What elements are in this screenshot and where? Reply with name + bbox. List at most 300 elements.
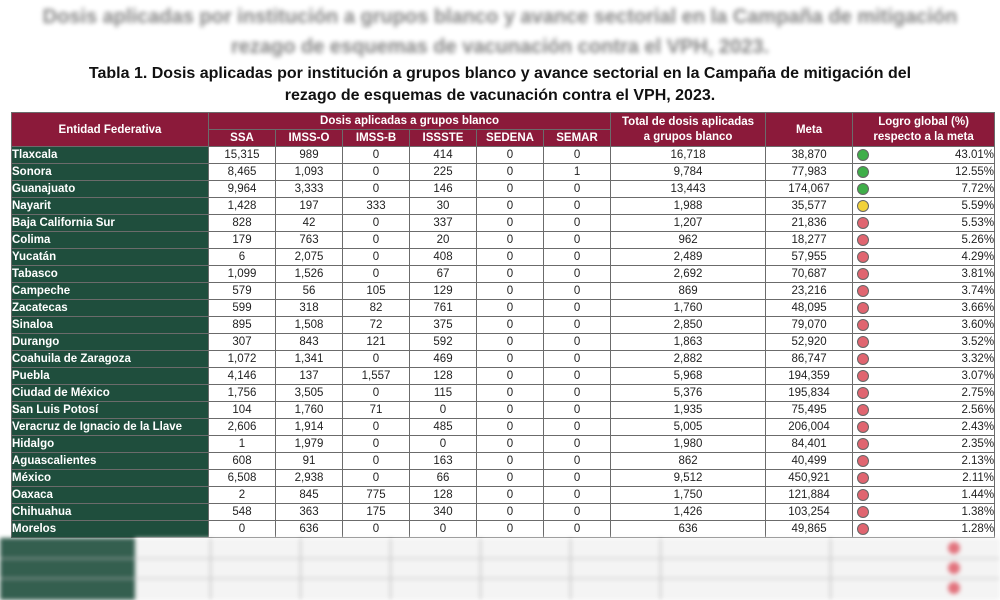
ssa-cell: 579 xyxy=(209,283,276,300)
entidad-cell: Yucatán xyxy=(12,249,209,266)
imsso-cell: 1,526 xyxy=(276,266,343,283)
status-dot-icon xyxy=(857,506,869,518)
imssb-cell: 0 xyxy=(343,521,410,538)
logro-value: 3.52% xyxy=(961,336,995,348)
issste-cell: 469 xyxy=(410,351,477,368)
meta-cell: 49,865 xyxy=(766,521,853,538)
sedena-cell: 0 xyxy=(477,181,544,198)
imsso-cell: 137 xyxy=(276,368,343,385)
status-dot-icon xyxy=(857,455,869,467)
sedena-cell: 0 xyxy=(477,249,544,266)
status-dot-icon xyxy=(857,472,869,484)
logro-cell xyxy=(853,504,995,521)
issste-cell: 0 xyxy=(410,402,477,419)
status-dot-icon xyxy=(857,404,869,416)
meta-cell: 84,401 xyxy=(766,436,853,453)
entidad-cell: Aguascalientes xyxy=(12,453,209,470)
issste-cell: 414 xyxy=(410,147,477,164)
imssb-cell: 0 xyxy=(343,385,410,402)
imsso-cell: 1,341 xyxy=(276,351,343,368)
semar-cell: 1 xyxy=(544,164,611,181)
table-row xyxy=(12,317,995,334)
imssb-cell: 0 xyxy=(343,453,410,470)
header-ssa: SSA xyxy=(209,130,276,147)
header-semar: SEMAR xyxy=(544,130,611,147)
issste-cell: 761 xyxy=(410,300,477,317)
status-dot-icon xyxy=(857,183,869,195)
total-cell: 2,692 xyxy=(611,266,766,283)
imssb-cell: 105 xyxy=(343,283,410,300)
header-issste: ISSSTE xyxy=(410,130,477,147)
table-title xyxy=(0,63,1000,107)
logro-value: 1.38% xyxy=(961,506,995,518)
semar-cell: 0 xyxy=(544,504,611,521)
total-cell: 9,512 xyxy=(611,470,766,487)
entidad-cell: Hidalgo xyxy=(12,436,209,453)
sedena-cell: 0 xyxy=(477,351,544,368)
header-dosis-group: Dosis aplicadas a grupos blanco xyxy=(209,113,611,130)
ssa-cell: 608 xyxy=(209,453,276,470)
issste-cell: 337 xyxy=(410,215,477,232)
table-row xyxy=(12,487,995,504)
logro-cell xyxy=(853,487,995,504)
header-imss-b: IMSS-B xyxy=(343,130,410,147)
semar-cell: 0 xyxy=(544,453,611,470)
ssa-cell: 1 xyxy=(209,436,276,453)
logro-value: 5.53% xyxy=(961,217,995,229)
ssa-cell: 1,428 xyxy=(209,198,276,215)
semar-cell: 0 xyxy=(544,368,611,385)
status-dot-icon xyxy=(857,353,869,365)
table-row xyxy=(12,419,995,436)
imsso-cell: 989 xyxy=(276,147,343,164)
meta-cell: 121,884 xyxy=(766,487,853,504)
table-row xyxy=(12,147,995,164)
ssa-cell: 9,964 xyxy=(209,181,276,198)
logro-value: 3.74% xyxy=(961,285,995,297)
logro-cell xyxy=(853,300,995,317)
imssb-cell: 775 xyxy=(343,487,410,504)
semar-cell: 0 xyxy=(544,487,611,504)
logro-value: 2.11% xyxy=(962,472,995,484)
issste-cell: 67 xyxy=(410,266,477,283)
imssb-cell: 1,557 xyxy=(343,368,410,385)
entidad-cell: Tlaxcala xyxy=(12,147,209,164)
logro-cell xyxy=(853,453,995,470)
logro-cell xyxy=(853,317,995,334)
meta-cell: 70,687 xyxy=(766,266,853,283)
total-cell: 869 xyxy=(611,283,766,300)
logro-value: 3.32% xyxy=(961,353,995,365)
table-title-line2: rezago de esquemas de vacunación contra el VPH, 2023. xyxy=(284,87,716,104)
meta-cell: 77,983 xyxy=(766,164,853,181)
status-dot-icon xyxy=(857,166,869,178)
table-row xyxy=(12,266,995,283)
ssa-cell: 104 xyxy=(209,402,276,419)
table-row xyxy=(12,368,995,385)
ssa-cell: 0 xyxy=(209,521,276,538)
table-row xyxy=(12,385,995,402)
total-cell: 1,426 xyxy=(611,504,766,521)
semar-cell: 0 xyxy=(544,470,611,487)
issste-cell: 485 xyxy=(410,419,477,436)
meta-cell: 195,834 xyxy=(766,385,853,402)
logro-value: 7.72% xyxy=(961,183,995,195)
status-dot-icon xyxy=(857,421,869,433)
table-row xyxy=(12,521,995,538)
table-row xyxy=(12,164,995,181)
imssb-cell: 82 xyxy=(343,300,410,317)
table-row xyxy=(12,351,995,368)
imsso-cell: 843 xyxy=(276,334,343,351)
semar-cell: 0 xyxy=(544,181,611,198)
ssa-cell: 2 xyxy=(209,487,276,504)
total-cell: 16,718 xyxy=(611,147,766,164)
status-dot-icon xyxy=(857,149,869,161)
status-dot-icon xyxy=(857,285,869,297)
semar-cell: 0 xyxy=(544,283,611,300)
entidad-cell: Chihuahua xyxy=(12,504,209,521)
issste-cell: 66 xyxy=(410,470,477,487)
meta-cell: 174,067 xyxy=(766,181,853,198)
logro-cell xyxy=(853,266,995,283)
status-dot-icon xyxy=(857,489,869,501)
header-imss-o: IMSS-O xyxy=(276,130,343,147)
header-logro-line2: respecto a la meta xyxy=(873,130,974,143)
table-row xyxy=(12,198,995,215)
ssa-cell: 15,315 xyxy=(209,147,276,164)
table-row xyxy=(12,436,995,453)
imssb-cell: 0 xyxy=(343,249,410,266)
semar-cell: 0 xyxy=(544,317,611,334)
logro-value: 2.35% xyxy=(961,438,995,450)
logro-value: 12.55% xyxy=(955,166,995,178)
ssa-cell: 1,756 xyxy=(209,385,276,402)
semar-cell: 0 xyxy=(544,385,611,402)
entidad-cell: Sinaloa xyxy=(12,317,209,334)
meta-cell: 206,004 xyxy=(766,419,853,436)
status-dot-icon xyxy=(857,523,869,535)
meta-cell: 52,920 xyxy=(766,334,853,351)
total-cell: 862 xyxy=(611,453,766,470)
entidad-cell: México xyxy=(12,470,209,487)
entidad-cell: Baja California Sur xyxy=(12,215,209,232)
sedena-cell: 0 xyxy=(477,521,544,538)
sedena-cell: 0 xyxy=(477,232,544,249)
blurred-title-background xyxy=(0,0,1000,62)
logro-value: 3.07% xyxy=(961,370,995,382)
table-row xyxy=(12,249,995,266)
logro-value: 2.13% xyxy=(961,455,995,467)
imssb-cell: 0 xyxy=(343,215,410,232)
sedena-cell: 0 xyxy=(477,487,544,504)
ssa-cell: 8,465 xyxy=(209,164,276,181)
logro-cell xyxy=(853,385,995,402)
table-row xyxy=(12,181,995,198)
imssb-cell: 333 xyxy=(343,198,410,215)
logro-value: 1.44% xyxy=(961,489,995,501)
sedena-cell: 0 xyxy=(477,504,544,521)
meta-cell: 35,577 xyxy=(766,198,853,215)
logro-cell xyxy=(853,147,995,164)
imsso-cell: 2,938 xyxy=(276,470,343,487)
logro-cell xyxy=(853,351,995,368)
status-dot-icon xyxy=(857,387,869,399)
issste-cell: 20 xyxy=(410,232,477,249)
imssb-cell: 0 xyxy=(343,436,410,453)
sedena-cell: 0 xyxy=(477,164,544,181)
total-cell: 1,863 xyxy=(611,334,766,351)
imsso-cell: 2,075 xyxy=(276,249,343,266)
logro-cell xyxy=(853,283,995,300)
header-total xyxy=(611,113,766,147)
imsso-cell: 363 xyxy=(276,504,343,521)
logro-cell xyxy=(853,215,995,232)
semar-cell: 0 xyxy=(544,351,611,368)
sedena-cell: 0 xyxy=(477,215,544,232)
total-cell: 2,850 xyxy=(611,317,766,334)
semar-cell: 0 xyxy=(544,436,611,453)
entidad-cell: Durango xyxy=(12,334,209,351)
issste-cell: 408 xyxy=(410,249,477,266)
logro-value: 1.28% xyxy=(961,523,995,535)
sedena-cell: 0 xyxy=(477,453,544,470)
logro-value: 2.75% xyxy=(961,387,995,399)
table-row xyxy=(12,300,995,317)
logro-value: 43.01% xyxy=(955,149,995,161)
status-dot-icon xyxy=(857,217,869,229)
logro-cell xyxy=(853,249,995,266)
imssb-cell: 0 xyxy=(343,266,410,283)
entidad-cell: Tabasco xyxy=(12,266,209,283)
status-dot-icon xyxy=(857,200,869,212)
semar-cell: 0 xyxy=(544,215,611,232)
status-dot-icon xyxy=(857,234,869,246)
imsso-cell: 42 xyxy=(276,215,343,232)
imsso-cell: 845 xyxy=(276,487,343,504)
header-logro xyxy=(853,113,995,147)
entidad-cell: San Luis Potosí xyxy=(12,402,209,419)
status-dot-icon xyxy=(857,336,869,348)
imssb-cell: 72 xyxy=(343,317,410,334)
sedena-cell: 0 xyxy=(477,419,544,436)
sedena-cell: 0 xyxy=(477,436,544,453)
imsso-cell: 763 xyxy=(276,232,343,249)
logro-value: 5.26% xyxy=(961,234,995,246)
sedena-cell: 0 xyxy=(477,198,544,215)
total-cell: 5,376 xyxy=(611,385,766,402)
entidad-cell: Ciudad de México xyxy=(12,385,209,402)
sedena-cell: 0 xyxy=(477,368,544,385)
entidad-cell: Coahuila de Zaragoza xyxy=(12,351,209,368)
table-row xyxy=(12,283,995,300)
entidad-cell: Sonora xyxy=(12,164,209,181)
table-row xyxy=(12,232,995,249)
issste-cell: 146 xyxy=(410,181,477,198)
table-row xyxy=(12,504,995,521)
issste-cell: 30 xyxy=(410,198,477,215)
sedena-cell: 0 xyxy=(477,283,544,300)
imsso-cell: 197 xyxy=(276,198,343,215)
total-cell: 1,935 xyxy=(611,402,766,419)
issste-cell: 0 xyxy=(410,436,477,453)
sedena-cell: 0 xyxy=(477,300,544,317)
imsso-cell: 1,760 xyxy=(276,402,343,419)
meta-cell: 21,836 xyxy=(766,215,853,232)
imssb-cell: 71 xyxy=(343,402,410,419)
ssa-cell: 548 xyxy=(209,504,276,521)
semar-cell: 0 xyxy=(544,334,611,351)
meta-cell: 103,254 xyxy=(766,504,853,521)
logro-value: 5.59% xyxy=(961,200,995,212)
meta-cell: 75,495 xyxy=(766,402,853,419)
imssb-cell: 0 xyxy=(343,470,410,487)
imsso-cell: 1,508 xyxy=(276,317,343,334)
status-dot-icon xyxy=(857,268,869,280)
sedena-cell: 0 xyxy=(477,402,544,419)
status-dot-icon xyxy=(857,438,869,450)
vaccination-table xyxy=(11,112,995,538)
total-cell: 962 xyxy=(611,232,766,249)
status-dot-icon xyxy=(857,251,869,263)
semar-cell: 0 xyxy=(544,300,611,317)
imsso-cell: 1,979 xyxy=(276,436,343,453)
ssa-cell: 828 xyxy=(209,215,276,232)
ssa-cell: 1,072 xyxy=(209,351,276,368)
ssa-cell: 2,606 xyxy=(209,419,276,436)
meta-cell: 57,955 xyxy=(766,249,853,266)
logro-value: 3.60% xyxy=(961,319,995,331)
logro-cell xyxy=(853,436,995,453)
total-cell: 1,750 xyxy=(611,487,766,504)
semar-cell: 0 xyxy=(544,266,611,283)
imsso-cell: 318 xyxy=(276,300,343,317)
logro-cell xyxy=(853,334,995,351)
imsso-cell: 1,914 xyxy=(276,419,343,436)
imsso-cell: 636 xyxy=(276,521,343,538)
meta-cell: 48,095 xyxy=(766,300,853,317)
meta-cell: 38,870 xyxy=(766,147,853,164)
logro-cell xyxy=(853,181,995,198)
ssa-cell: 6 xyxy=(209,249,276,266)
imssb-cell: 0 xyxy=(343,164,410,181)
semar-cell: 0 xyxy=(544,249,611,266)
logro-cell xyxy=(853,402,995,419)
imsso-cell: 56 xyxy=(276,283,343,300)
semar-cell: 0 xyxy=(544,147,611,164)
imssb-cell: 0 xyxy=(343,181,410,198)
logro-value: 4.29% xyxy=(961,251,995,263)
semar-cell: 0 xyxy=(544,521,611,538)
total-cell: 2,882 xyxy=(611,351,766,368)
meta-cell: 86,747 xyxy=(766,351,853,368)
ssa-cell: 895 xyxy=(209,317,276,334)
total-cell: 1,988 xyxy=(611,198,766,215)
status-dot-icon xyxy=(857,302,869,314)
logro-value: 2.43% xyxy=(961,421,995,433)
table-title-line1: Tabla 1. Dosis aplicadas por institución a grupos blanco y avance sectorial en la Campaña de mitigación del xyxy=(88,65,912,82)
logro-value: 3.81% xyxy=(961,268,995,280)
sedena-cell: 0 xyxy=(477,334,544,351)
entidad-cell: Guanajuato xyxy=(12,181,209,198)
issste-cell: 375 xyxy=(410,317,477,334)
status-dot-icon xyxy=(857,319,869,331)
logro-cell xyxy=(853,419,995,436)
sedena-cell: 0 xyxy=(477,147,544,164)
table-row xyxy=(12,334,995,351)
imssb-cell: 121 xyxy=(343,334,410,351)
total-cell: 5,968 xyxy=(611,368,766,385)
meta-cell: 40,499 xyxy=(766,453,853,470)
issste-cell: 592 xyxy=(410,334,477,351)
logro-value: 2.56% xyxy=(961,404,995,416)
imssb-cell: 0 xyxy=(343,232,410,249)
sedena-cell: 0 xyxy=(477,385,544,402)
table-row xyxy=(12,402,995,419)
ssa-cell: 1,099 xyxy=(209,266,276,283)
status-dot-icon xyxy=(857,370,869,382)
meta-cell: 18,277 xyxy=(766,232,853,249)
total-cell: 1,760 xyxy=(611,300,766,317)
total-cell: 2,489 xyxy=(611,249,766,266)
sedena-cell: 0 xyxy=(477,317,544,334)
blurred-title-line1: Dosis aplicadas por institución a grupos blanco y avance sectorial en la Campaña de mitigación xyxy=(42,6,958,28)
ssa-cell: 599 xyxy=(209,300,276,317)
logro-cell xyxy=(853,368,995,385)
logro-cell xyxy=(853,164,995,181)
ssa-cell: 4,146 xyxy=(209,368,276,385)
logro-value: 3.66% xyxy=(961,302,995,314)
imssb-cell: 0 xyxy=(343,419,410,436)
header-total-line1: Total de dosis aplicadas xyxy=(622,115,755,128)
entidad-cell: Colima xyxy=(12,232,209,249)
table-body xyxy=(12,147,995,538)
logro-cell xyxy=(853,232,995,249)
meta-cell: 194,359 xyxy=(766,368,853,385)
issste-cell: 128 xyxy=(410,368,477,385)
imsso-cell: 3,505 xyxy=(276,385,343,402)
imssb-cell: 0 xyxy=(343,351,410,368)
sedena-cell: 0 xyxy=(477,266,544,283)
meta-cell: 79,070 xyxy=(766,317,853,334)
total-cell: 13,443 xyxy=(611,181,766,198)
header-sedena: SEDENA xyxy=(477,130,544,147)
imsso-cell: 91 xyxy=(276,453,343,470)
imssb-cell: 0 xyxy=(343,147,410,164)
logro-cell xyxy=(853,521,995,538)
total-cell: 5,005 xyxy=(611,419,766,436)
issste-cell: 129 xyxy=(410,283,477,300)
semar-cell: 0 xyxy=(544,419,611,436)
entidad-cell: Nayarit xyxy=(12,198,209,215)
blurred-title-line2: rezago de esquemas de vacunación contra el VPH, 2023. xyxy=(231,36,769,58)
sedena-cell: 0 xyxy=(477,470,544,487)
table-row xyxy=(12,215,995,232)
total-cell: 1,207 xyxy=(611,215,766,232)
entidad-cell: Campeche xyxy=(12,283,209,300)
ssa-cell: 179 xyxy=(209,232,276,249)
issste-cell: 0 xyxy=(410,521,477,538)
header-logro-line1: Logro global (%) xyxy=(878,115,969,128)
ssa-cell: 6,508 xyxy=(209,470,276,487)
issste-cell: 128 xyxy=(410,487,477,504)
issste-cell: 163 xyxy=(410,453,477,470)
imsso-cell: 1,093 xyxy=(276,164,343,181)
logro-cell xyxy=(853,470,995,487)
logro-cell xyxy=(853,198,995,215)
semar-cell: 0 xyxy=(544,232,611,249)
semar-cell: 0 xyxy=(544,198,611,215)
